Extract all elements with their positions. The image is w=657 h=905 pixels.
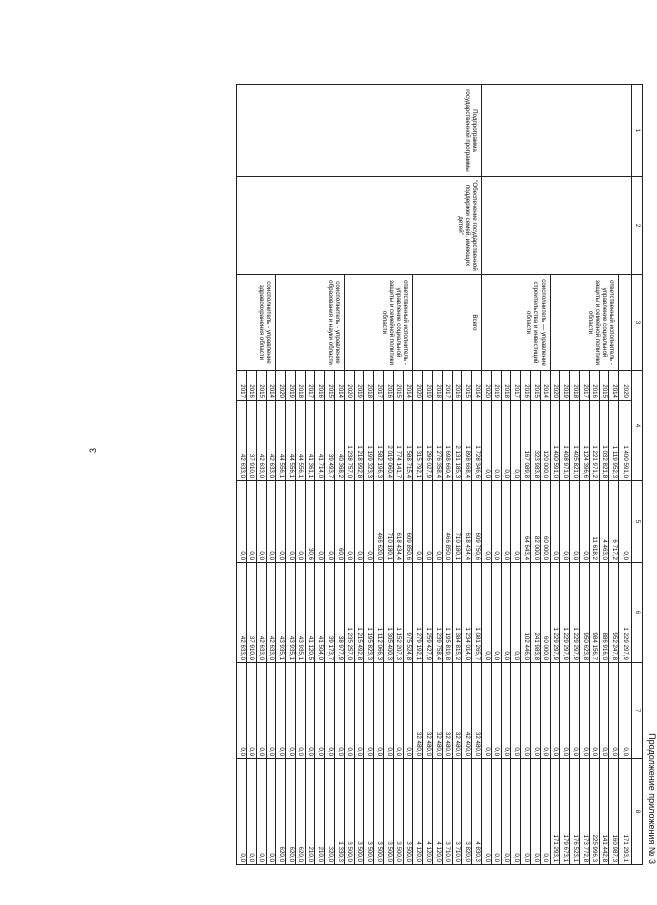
year-cell: 2015	[462, 371, 472, 401]
regional-cell: 41 504,0	[315, 563, 325, 663]
other-cell: 173 772,8	[580, 759, 590, 865]
total-cell: 42 633,0	[266, 401, 276, 481]
local-cell: 32 480,0	[413, 663, 423, 759]
executor-cell	[619, 275, 632, 371]
local-cell: 0,0	[246, 663, 256, 759]
total-cell: 42 633,0	[237, 401, 247, 481]
year-cell: 2015	[531, 371, 541, 401]
federal-cell: 60,0	[335, 481, 345, 563]
year-cell: 2018	[295, 371, 305, 401]
column-number-row	[632, 85, 643, 865]
col-header-2: 2	[632, 177, 643, 275]
other-cell: 3 500,0	[393, 759, 403, 865]
other-cell: 0,0	[540, 759, 550, 865]
local-cell: 0,0	[521, 663, 531, 759]
federal-cell: 0,0	[619, 481, 632, 563]
executor-cell: Всего	[413, 275, 482, 371]
federal-cell: 466 850,0	[442, 481, 452, 563]
federal-cell: 0,0	[256, 481, 266, 563]
other-cell: 3 500,0	[354, 759, 364, 865]
total-cell: 1 218 992,8	[354, 401, 364, 481]
rotated-table-page	[79, 84, 657, 864]
federal-cell: 609 750,6	[472, 481, 482, 563]
col-header-4: 4	[632, 371, 643, 481]
subprogram-name-cell	[482, 177, 632, 275]
other-cell: 0,0	[521, 759, 531, 865]
local-cell: 0,0	[315, 663, 325, 759]
year-cell: 2018	[501, 371, 511, 401]
appendix-caption: Продолжение приложения № 3	[647, 733, 657, 864]
federal-cell: 0,0	[501, 481, 511, 563]
year-cell: 2014	[472, 371, 482, 401]
local-cell: 0,0	[354, 663, 364, 759]
other-cell: 171 293,1	[550, 759, 560, 865]
federal-cell: 0,0	[580, 481, 590, 563]
federal-cell: 0,0	[325, 481, 335, 563]
other-cell: 171 293,1	[619, 759, 632, 865]
regional-cell: 60 000,0	[540, 563, 550, 663]
subprogram-name-cell: "Обеспечение государственной поддержки семей, имеющих детей"	[237, 177, 482, 275]
regional-cell: 1 152 207,3	[393, 563, 403, 663]
other-cell: 179 673,1	[560, 759, 570, 865]
federal-cell: 0,0	[550, 481, 560, 563]
local-cell: 0,0	[599, 663, 609, 759]
federal-cell: 64 643,4	[521, 481, 531, 563]
local-cell: 0,0	[325, 663, 335, 759]
year-cell: 2020	[619, 371, 632, 401]
regional-cell: 1 195 823,3	[364, 563, 374, 663]
executor-cell: соисполнитель - управление образования и науки области	[276, 275, 345, 371]
year-cell: 2017	[511, 371, 521, 401]
total-cell: 1 400 591,0	[619, 401, 632, 481]
year-cell: 2019	[491, 371, 501, 401]
total-cell: 2 019 060,4	[384, 401, 394, 481]
other-cell: 210,0	[315, 759, 325, 865]
federal-cell: 30,6	[305, 481, 315, 563]
total-cell: 1 698 660,4	[442, 401, 452, 481]
regional-cell: 0,0	[482, 563, 492, 663]
budget-table	[236, 84, 643, 865]
total-cell: 0,0	[511, 401, 521, 481]
federal-cell: 60 000,0	[540, 481, 550, 563]
other-cell: 0,0	[266, 759, 276, 865]
local-cell: 0,0	[589, 663, 599, 759]
other-cell: 176 523,1	[570, 759, 580, 865]
year-cell: 2020	[550, 371, 560, 401]
program-cell	[482, 85, 632, 177]
other-cell: 3 500,0	[403, 759, 413, 865]
federal-cell: 0,0	[482, 481, 492, 563]
federal-cell: 0,0	[344, 481, 354, 563]
regional-cell: 1 229 297,9	[560, 563, 570, 663]
year-cell: 2019	[286, 371, 296, 401]
regional-cell: 1 229 297,9	[619, 563, 632, 663]
col-header-5: 5	[632, 481, 643, 563]
year-cell: 2015	[256, 371, 266, 401]
local-cell: 32 480,0	[433, 663, 443, 759]
total-cell: 1 119 952,3	[609, 401, 619, 481]
other-cell: 0,0	[256, 759, 266, 865]
year-cell: 2014	[609, 371, 619, 401]
regional-cell: 1 234 014,0	[462, 563, 472, 663]
federal-cell: 0,0	[491, 481, 501, 563]
total-cell: 42 633,0	[256, 401, 266, 481]
year-cell: 2017	[580, 371, 590, 401]
local-cell: 0,0	[266, 663, 276, 759]
year-cell: 2014	[335, 371, 345, 401]
total-cell: 1 774 141,7	[393, 401, 403, 481]
other-cell: 0,0	[531, 759, 541, 865]
regional-cell: 37 910,0	[246, 563, 256, 663]
local-cell: 0,0	[531, 663, 541, 759]
total-cell: 1 315 792,1	[413, 401, 423, 481]
federal-cell: 0,0	[237, 481, 247, 563]
local-cell: 0,0	[482, 663, 492, 759]
local-cell: 0,0	[286, 663, 296, 759]
local-cell: 0,0	[237, 663, 247, 759]
total-cell: 0,0	[501, 401, 511, 481]
other-cell: 0,0	[246, 759, 256, 865]
regional-cell: 1 279 192,1	[413, 563, 423, 663]
local-cell: 32 480,0	[423, 663, 433, 759]
regional-cell: 0,0	[491, 563, 501, 663]
local-cell: 0,0	[501, 663, 511, 759]
total-cell: 1 221 971,2	[589, 401, 599, 481]
total-cell: 1 582 196,3	[374, 401, 384, 481]
federal-cell: 0,0	[560, 481, 570, 563]
total-cell: 323 983,8	[531, 401, 541, 481]
regional-cell: 1 384 815,2	[452, 563, 462, 663]
local-cell: 0,0	[570, 663, 580, 759]
program-cell: Подпрограмма государственной программы	[237, 85, 482, 177]
federal-cell: 0,0	[266, 481, 276, 563]
total-cell: 1 400 591,0	[550, 401, 560, 481]
local-cell: 0,0	[335, 663, 345, 759]
executor-cell: ответственный исполнитель - управление социальной защиты и семейной политики области	[550, 275, 619, 371]
local-cell: 0,0	[295, 663, 305, 759]
year-cell: 2020	[344, 371, 354, 401]
regional-cell: 1 229 297,9	[550, 563, 560, 663]
local-cell: 0,0	[393, 663, 403, 759]
local-cell: 0,0	[305, 663, 315, 759]
col-header-1: 1	[632, 85, 643, 177]
regional-cell: 950 623,8	[580, 563, 590, 663]
year-cell: 2016	[452, 371, 462, 401]
year-cell: 2020	[413, 371, 423, 401]
regional-cell: 43 935,1	[286, 563, 296, 663]
federal-cell: 11 618,2	[589, 481, 599, 563]
year-cell: 2015	[325, 371, 335, 401]
other-cell: 225 996,3	[589, 759, 599, 865]
regional-cell: 39 173,7	[325, 563, 335, 663]
federal-cell: 6 717,2	[609, 481, 619, 563]
local-cell: 0,0	[344, 663, 354, 759]
regional-cell: 43 935,1	[295, 563, 305, 663]
other-cell: 3 710,0	[442, 759, 452, 865]
local-cell: 0,0	[256, 663, 266, 759]
other-cell: 141 442,8	[599, 759, 609, 865]
executor-cell: соисполнитель — управление строительства и инвестиций области	[482, 275, 551, 371]
other-cell: 0,0	[511, 759, 521, 865]
other-cell: 620,0	[295, 759, 305, 865]
regional-cell: 42 633,0	[266, 563, 276, 663]
year-cell: 2019	[423, 371, 433, 401]
regional-cell: 1 229 297,9	[570, 563, 580, 663]
regional-cell: 1 195 819,8	[442, 563, 452, 663]
total-cell: 0,0	[482, 401, 492, 481]
year-cell: 2016	[589, 371, 599, 401]
other-cell: 3 710,0	[452, 759, 462, 865]
regional-cell: 241 983,8	[531, 563, 541, 663]
federal-cell: 0,0	[295, 481, 305, 563]
regional-cell: 984 156,7	[589, 563, 599, 663]
year-cell: 2018	[364, 371, 374, 401]
local-cell: 0,0	[550, 663, 560, 759]
page-number: 3	[88, 447, 98, 453]
other-cell: 3 500,0	[384, 759, 394, 865]
regional-cell: 0,0	[501, 563, 511, 663]
regional-cell: 42 633,0	[237, 563, 247, 663]
federal-cell: 0,0	[423, 481, 433, 563]
other-cell: 4 120,0	[423, 759, 433, 865]
regional-cell: 975 524,8	[403, 563, 413, 663]
local-cell: 32 480,0	[452, 663, 462, 759]
other-cell: 3 820,0	[462, 759, 472, 865]
federal-cell: 0,0	[570, 481, 580, 563]
total-cell: 0,0	[491, 401, 501, 481]
year-cell: 2016	[315, 371, 325, 401]
other-cell: 620,0	[286, 759, 296, 865]
local-cell: 0,0	[374, 663, 384, 759]
other-cell: 210,0	[305, 759, 315, 865]
federal-cell: 0,0	[315, 481, 325, 563]
regional-cell: 952 247,8	[609, 563, 619, 663]
total-cell: 1 276 358,4	[433, 401, 443, 481]
table-row	[619, 85, 632, 865]
total-cell: 167 089,8	[521, 401, 531, 481]
local-cell: 0,0	[384, 663, 394, 759]
total-cell: 44 556,1	[286, 401, 296, 481]
regional-cell: 38 977,9	[335, 563, 345, 663]
federal-cell: 0,0	[354, 481, 364, 563]
total-cell: 44 556,1	[276, 401, 286, 481]
other-cell: 0,0	[237, 759, 247, 865]
regional-cell: 102 446,0	[521, 563, 531, 663]
other-cell: 0,0	[491, 759, 501, 865]
local-cell: 0,0	[609, 663, 619, 759]
year-cell: 2016	[246, 371, 256, 401]
total-cell: 1 296 027,9	[423, 401, 433, 481]
year-cell: 2020	[482, 371, 492, 401]
other-cell: 160 987,3	[609, 759, 619, 865]
other-cell: 3 500,0	[364, 759, 374, 865]
local-cell: 32 480,0	[442, 663, 452, 759]
local-cell: 0,0	[540, 663, 550, 759]
total-cell: 39 493,7	[325, 401, 335, 481]
regional-cell: 43 935,1	[276, 563, 286, 663]
local-cell: 32 480,0	[472, 663, 482, 759]
regional-cell: 1 239 758,4	[433, 563, 443, 663]
local-cell: 0,0	[364, 663, 374, 759]
regional-cell: 1 305 400,3	[384, 563, 394, 663]
year-cell: 2017	[374, 371, 384, 401]
year-cell: 2016	[521, 371, 531, 401]
total-cell: 40 368,2	[335, 401, 345, 481]
regional-cell: 886 916,0	[599, 563, 609, 663]
year-cell: 2017	[442, 371, 452, 401]
other-cell: 1 330,3	[335, 759, 345, 865]
year-cell: 2016	[384, 371, 394, 401]
federal-cell: 0,0	[364, 481, 374, 563]
table-row	[472, 85, 482, 865]
col-header-6: 6	[632, 563, 643, 663]
other-cell: 3 500,0	[374, 759, 384, 865]
regional-cell: 1 215 492,8	[354, 563, 364, 663]
local-cell: 0,0	[619, 663, 632, 759]
year-cell: 2018	[433, 371, 443, 401]
total-cell: 1 199 323,3	[364, 401, 374, 481]
regional-cell: 42 633,0	[256, 563, 266, 663]
total-cell: 1 238 757,0	[344, 401, 354, 481]
federal-cell: 0,0	[413, 481, 423, 563]
executor-cell: ответственный исполнитель - управление социальной защиты и семейной политики области	[344, 275, 413, 371]
local-cell: 0,0	[276, 663, 286, 759]
federal-cell: 0,0	[433, 481, 443, 563]
year-cell: 2015	[393, 371, 403, 401]
other-cell: 320,0	[325, 759, 335, 865]
regional-cell: 1 081 265,7	[472, 563, 482, 663]
total-cell: 41 361,1	[305, 401, 315, 481]
other-cell: 0,0	[482, 759, 492, 865]
federal-cell: 0,0	[276, 481, 286, 563]
federal-cell: 609 850,6	[403, 481, 413, 563]
total-cell: 1 405 821,0	[570, 401, 580, 481]
total-cell: 1 124 396,6	[580, 401, 590, 481]
other-cell: 0,0	[501, 759, 511, 865]
total-cell: 1 898 668,4	[462, 401, 472, 481]
regional-cell: 1 235 257,0	[344, 563, 354, 663]
total-cell: 2 131 185,3	[452, 401, 462, 481]
local-cell: 0,0	[491, 663, 501, 759]
local-cell: 0,0	[403, 663, 413, 759]
year-cell: 2014	[266, 371, 276, 401]
other-cell: 4 120,0	[413, 759, 423, 865]
year-cell: 2019	[560, 371, 570, 401]
local-cell: 0,0	[580, 663, 590, 759]
other-cell: 3 500,0	[344, 759, 354, 865]
year-cell: 2015	[599, 371, 609, 401]
year-cell: 2019	[354, 371, 364, 401]
total-cell: 1 032 821,8	[599, 401, 609, 481]
year-cell: 2014	[540, 371, 550, 401]
federal-cell: 0,0	[511, 481, 521, 563]
regional-cell: 1 259 427,9	[423, 563, 433, 663]
federal-cell: 0,0	[286, 481, 296, 563]
federal-cell: 618 434,4	[393, 481, 403, 563]
col-header-7: 7	[632, 663, 643, 759]
local-cell: 0,0	[560, 663, 570, 759]
federal-cell: 82 000,0	[531, 481, 541, 563]
local-cell: 0,0	[511, 663, 521, 759]
regional-cell: 0,0	[511, 563, 521, 663]
other-cell: 4 120,0	[433, 759, 443, 865]
regional-cell: 41 120,5	[305, 563, 315, 663]
col-header-3: 3	[632, 275, 643, 371]
regional-cell: 1 112 066,3	[374, 563, 384, 663]
total-cell: 44 556,1	[295, 401, 305, 481]
federal-cell: 710 180,1	[384, 481, 394, 563]
year-cell: 2017	[237, 371, 247, 401]
total-cell: 1 588 715,4	[403, 401, 413, 481]
federal-cell: 710 180,1	[452, 481, 462, 563]
federal-cell: 618 434,4	[462, 481, 472, 563]
col-header-8: 8	[632, 759, 643, 865]
total-cell: 1 728 346,6	[472, 401, 482, 481]
other-cell: 620,0	[276, 759, 286, 865]
total-cell: 120 000,0	[540, 401, 550, 481]
year-cell: 2014	[403, 371, 413, 401]
federal-cell: 466 620,0	[374, 481, 384, 563]
total-cell: 1 408 971,0	[560, 401, 570, 481]
federal-cell: 4 463,0	[599, 481, 609, 563]
year-cell: 2018	[570, 371, 580, 401]
other-cell: 4 830,3	[472, 759, 482, 865]
total-cell: 37 910,0	[246, 401, 256, 481]
total-cell: 41 714,0	[315, 401, 325, 481]
federal-cell: 0,0	[246, 481, 256, 563]
executor-cell: соисполнитель - управление здравоохранения области	[237, 275, 276, 371]
local-cell: 42 400,0	[462, 663, 472, 759]
year-cell: 2020	[276, 371, 286, 401]
year-cell: 2017	[305, 371, 315, 401]
